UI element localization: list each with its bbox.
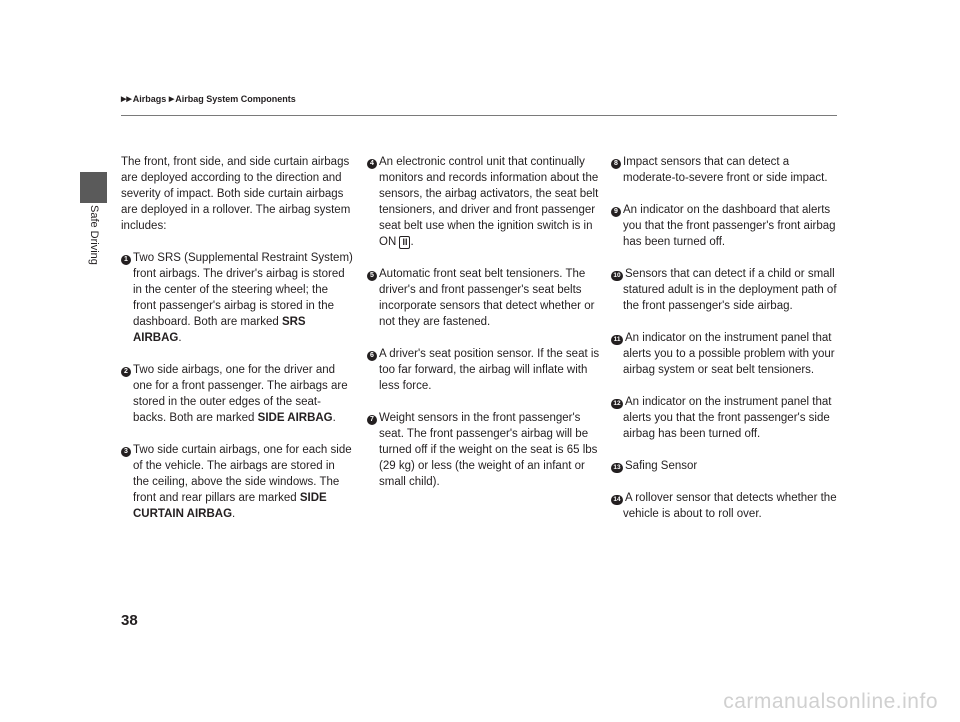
list-item: 4 An electronic control unit that continually monitors and records information about the sensors, the airbag activators, the seat belt tensioners, and driver and front passenger seat belt use when the ignition switch is in ON II . [367,154,600,250]
number-badge-icon: 13 [611,463,623,473]
list-item: 2 Two side airbags, one for the driver and one for a front passenger. The airbags are stored in the outer edges of the seat-backs. Both are marked SIDE AIRBAG. [121,362,353,426]
list-item: 3 Two side curtain airbags, one for each side of the vehicle. The airbags are stored in the ceiling, above the side windows. The front and rear pillars are marked SIDE CURTAIN AIRBAG. [121,442,353,522]
breadcrumb-item-components: Airbag System Components [175,94,296,104]
number-badge-icon: 12 [611,399,623,409]
number-badge-icon: 3 [121,447,131,457]
number-badge-icon: 11 [611,335,623,345]
breadcrumb-arrow-icon: ▶▶ [121,96,132,103]
list-item: 6 A driver's seat position sensor. If the seat is too far forward, the airbag will inflate with less force. [367,346,600,394]
watermark: carmanualsonline.info [723,690,938,713]
header-divider [121,115,837,116]
section-tab-marker [80,172,107,203]
column-2 [367,154,600,506]
number-badge-icon: 10 [611,271,623,281]
page-number: 38 [121,612,138,629]
breadcrumb [121,94,296,104]
list-item: 9 An indicator on the dashboard that alerts you that the front passenger's front airbag has been turned off. [611,202,843,250]
list-item: 12 An indicator on the instrument panel that alerts you that the front passenger's side airbag has been turned off. [611,394,843,442]
column-3 [611,154,843,538]
number-badge-icon: 6 [367,351,377,361]
list-item: 13 Safing Sensor [611,458,843,474]
number-badge-icon: 8 [611,159,621,169]
list-item: 10 Sensors that can detect if a child or small statured adult is in the deployment path of the front passenger's side airbag. [611,266,843,314]
intro-paragraph: The front, front side, and side curtain airbags are deployed according to the direction and severity of impact. Both side curtain airbags are deployed in a rollover. The airbag system includes: [121,156,351,232]
column-1 [121,154,353,538]
list-item: 14 A rollover sensor that detects whether the vehicle is about to roll over. [611,490,843,522]
number-badge-icon: 9 [611,207,621,217]
list-item: 1 Two SRS (Supplemental Restraint System) front airbags. The driver's airbag is stored in the center of the steering wheel; the front passenger's airbag is stored in the dashboard. Both are marked SRS AIRBAG. [121,250,353,346]
list-item: 7 Weight sensors in the front passenger's seat. The front passenger's airbag will be turned off if the weight on the seat is 65 lbs (29 kg) or less (the weight of an infant or small child). [367,410,600,490]
number-badge-icon: 5 [367,271,377,281]
breadcrumb-item-airbags[interactable]: Airbags [132,94,167,104]
list-item: 5 Automatic front seat belt tensioners. The driver's and front passenger's seat belts incorporate sensors that detect whether or not they are fastened. [367,266,600,330]
number-badge-icon: 1 [121,255,131,265]
list-item: 11 An indicator on the instrument panel that alerts you to a possible problem with your airbag system or seat belt tensioners. [611,330,843,378]
number-badge-icon: 7 [367,415,377,425]
breadcrumb-arrow-icon: ▶ [168,96,175,103]
number-badge-icon: 4 [367,159,377,169]
number-badge-icon: 2 [121,367,131,377]
list-item: 8 Impact sensors that can detect a moderate-to-severe front or side impact. [611,154,843,186]
number-badge-icon: 14 [611,495,623,505]
ignition-key-icon: II [399,236,410,249]
section-label: Safe Driving [88,205,100,265]
